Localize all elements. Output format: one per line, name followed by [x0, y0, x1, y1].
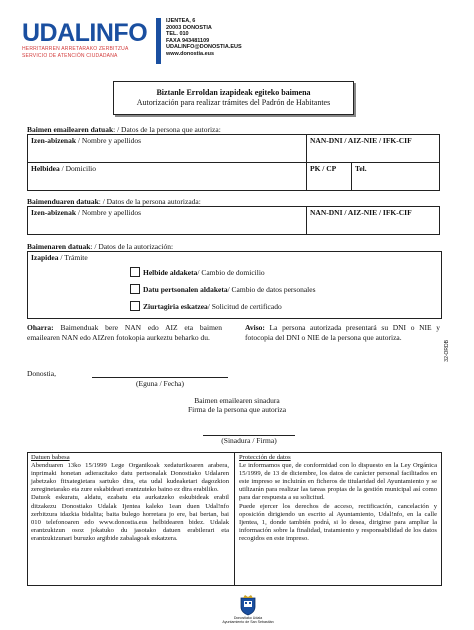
authorized-id-field[interactable]: [307, 207, 440, 235]
authorizer-name-field[interactable]: [28, 135, 307, 163]
authorizer-id-field[interactable]: [307, 135, 440, 163]
field-label-rest: / Trámite: [58, 253, 88, 262]
form-code: 32-ORDB: [444, 340, 450, 362]
field-label-id: NAN-DNI / AIZ-NIE / IFK-CIF: [310, 208, 412, 217]
option-personal-data-change[interactable]: [130, 284, 316, 294]
privacy-es: [239, 454, 437, 543]
crest-icon: [239, 594, 257, 616]
authorizer-phone-field[interactable]: [352, 163, 440, 191]
authorized-table: [27, 206, 440, 235]
warning-label: Oharra:: [27, 323, 54, 332]
privacy-text-es: Le informamos que, de conformidad con lo dispuesto en la Ley Orgánica 15/1999, de 13 de diciembre, los datos de carácter personal facilitados en este impreso se incluirán en ficheros de titularidad del Ayuntamiento y se utilizarán para realizar las tareas propias de la gestión municipal así como para dar respuesta a su solicitud. Puede ejercer los derechos de acceso, rectificación, cancelación y oposición dirigiendo un escrito al Ayuntamiento, Udal!nfo, en la calle Ijentea, 1, donde también podrá, si lo desea, dirigirse para ampliar la información sobre la finalidad, tratamiento y responsabilidad de los datos recogidos en este impreso.: [239, 462, 437, 542]
authorizer-address-field[interactable]: [28, 163, 307, 191]
checkbox[interactable]: [130, 284, 140, 294]
signature-label-eu: Baimen emailearen sinadura: [194, 396, 280, 405]
field-label-pk: PK / CP: [310, 164, 337, 173]
procedure-label: [31, 253, 88, 262]
signature-label-es: Firma de la persona que autoriza: [187, 405, 287, 414]
heading-rest: : / Datos de la persona autorizada:: [98, 197, 201, 206]
authorization-box: [27, 251, 442, 319]
warning-text: La persona autorizada presentará su DNI o NIE y fotocopia del DNI o NIE de la persona que autoriza.: [245, 323, 440, 342]
heading-bold: Baimenduaren datuak: [27, 197, 99, 206]
authorized-name-field[interactable]: [28, 207, 307, 235]
privacy-box: [27, 452, 442, 586]
section-authorized-heading: [27, 197, 201, 206]
crest-caption: [216, 616, 280, 624]
logo-wordmark: UDALINFO: [22, 19, 148, 47]
address-line: FAXA 943481109: [166, 37, 210, 44]
address-line: UDALINFO@DONOSTIA.EUS: [166, 44, 242, 51]
contact-address: [166, 18, 306, 58]
address-line: www.donostia.eus: [166, 50, 215, 57]
crest-line: Ayuntamiento de San Sebastián: [222, 620, 274, 624]
field-label-rest: / Domicilio: [59, 164, 97, 173]
section-authorizer-heading: [27, 125, 221, 134]
logo-divider: [156, 18, 161, 64]
date-caption: (Eguna / Fecha): [136, 379, 184, 388]
field-label-bold: Izen-abizenak: [31, 136, 76, 145]
option-label-bold: Ziurtagiria eskatzea: [143, 301, 208, 311]
field-label-tel: Tel.: [355, 164, 367, 173]
privacy-text-eu: Abenduaren 13ko 15/1999 Lege Organikoak xedaturikoaren arabera, inprimaki honetan adierazitako datu pertsonalak Donostiako Udalaren jabetzako fitxategietara sartuko dira, eta udal kudeaketari dagozkion zereginetarako eta zure eskabideari erantzuteko baino ez dira erabiliko. Datuok eskuratu, aldatu, ezabatu eta aurkatzeko eskubideak erabil ditzakezu Donostiako Udalak Ijentea kaleko 1ean duen Udal!nfo zerbitzura idazkia bidalita; baita bulego horretara jo ere, bai bertan, bai 010 telefonoaren edo www.donostia.eus helbidearen bidez. Udalak erantzukizun osoz jokatuko du jasotako datuen erabilerari eta erantzukizunari buruzko argibide zabalagoak eskatzera.: [31, 462, 229, 542]
form-title-box: [113, 81, 354, 115]
privacy-divider: [234, 453, 235, 585]
privacy-title-eu: Datuen babesa: [31, 454, 70, 461]
field-label-bold: Izapidea: [31, 253, 59, 262]
udalinfo-logo: [22, 20, 156, 60]
address-line: 20003 DONOSTIA: [166, 24, 212, 31]
option-label-rest: / Solicitud de certificado: [207, 301, 282, 311]
option-label-rest: / Cambio de datos personales: [227, 284, 316, 294]
logo-subtitle-eu: HERRITARREN ARRETARAKO ZERBITZUA: [22, 46, 129, 52]
field-label-bold: Helbidea: [31, 164, 60, 173]
authorizer-postcode-field[interactable]: [307, 163, 352, 191]
heading-bold: Baimenaren datuak: [27, 242, 91, 251]
heading-rest: : / Datos de la persona que autoriza:: [113, 125, 221, 134]
warning-label: Aviso:: [245, 323, 265, 332]
option-label-bold: Helbide aldaketa: [143, 267, 198, 277]
form-title-es: Autorización para realizar trámites del Padrón de Habitantes: [136, 98, 331, 107]
authorizer-table: [27, 134, 440, 191]
option-address-change[interactable]: [130, 267, 265, 277]
field-label-id: NAN-DNI / AIZ-NIE / IFK-CIF: [310, 136, 412, 145]
warning-eu: [27, 323, 222, 343]
date-place: Donostia,: [27, 369, 56, 378]
warning-text: Baimenduak bere NAN edo AIZ eta baimen emailearen NAN edo AIZren fotokopia aurkeztu beharko du.: [27, 323, 222, 342]
privacy-eu: [31, 454, 229, 543]
date-line[interactable]: [92, 377, 228, 378]
warning-es: [245, 323, 440, 343]
form-title-eu: Biztanle Erroldan izapideak egiteko baimena: [156, 88, 311, 97]
crest-line: Donostiako Udala: [233, 616, 263, 620]
field-label-rest: / Nombre y apellidos: [76, 136, 141, 145]
logo-subtitle-es: SERVICIO DE ATENCIÓN CIUDADANA: [22, 53, 118, 59]
option-label-bold: Datu pertsonalen aldaketa: [143, 284, 228, 294]
checkbox[interactable]: [130, 301, 140, 311]
field-label-bold: Izen-abizenak: [31, 208, 76, 217]
option-certificate-request[interactable]: [130, 301, 282, 311]
option-label-rest: / Cambio de domicilio: [197, 267, 265, 277]
field-label-rest: / Nombre y apellidos: [76, 208, 141, 217]
signature-caption: (Sinadura / Firma): [221, 436, 277, 445]
privacy-title-es: Protección de datos: [239, 454, 291, 461]
address-line: IJENTEA, 6: [166, 18, 196, 24]
section-authorization-heading: [27, 242, 173, 251]
checkbox[interactable]: [130, 267, 140, 277]
heading-bold: Baimen emailearen datuak: [27, 125, 114, 134]
address-line: TEL. 010: [166, 31, 189, 38]
heading-rest: : / Datos de la autorización:: [90, 242, 174, 251]
